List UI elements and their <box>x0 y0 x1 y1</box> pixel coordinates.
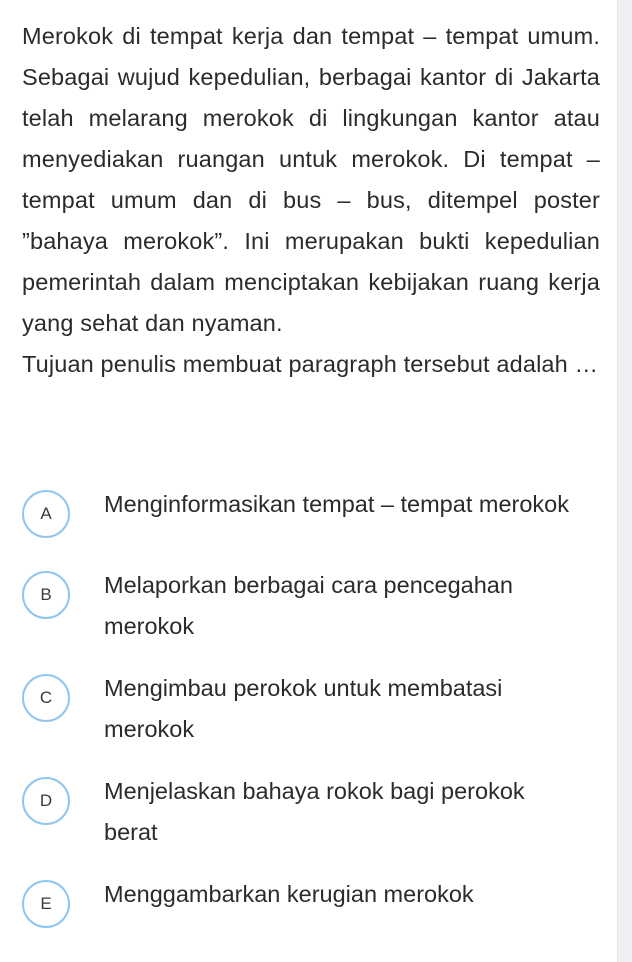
option-e[interactable] <box>22 874 612 934</box>
option-c-radio[interactable]: C <box>22 674 70 722</box>
option-b-text: Melaporkan berbagai cara pencegahan merokok <box>104 572 513 639</box>
option-e-text: Menggambarkan kerugian merokok <box>104 881 474 907</box>
scrollbar-track[interactable] <box>617 0 632 962</box>
option-e-radio[interactable]: E <box>22 880 70 928</box>
question-block <box>22 16 600 385</box>
option-b-radio[interactable]: B <box>22 571 70 619</box>
option-c-text: Mengimbau perokok untuk membatasi merokok <box>104 675 503 742</box>
option-a-radio[interactable]: A <box>22 490 70 538</box>
option-b[interactable] <box>22 565 612 647</box>
option-c[interactable] <box>22 668 612 750</box>
option-d[interactable] <box>22 771 612 853</box>
option-a[interactable] <box>22 484 612 544</box>
answer-options <box>22 484 612 934</box>
option-d-text: Menjelaskan bahaya rokok bagi perokok berat <box>104 778 525 845</box>
question-prompt: Tujuan penulis membuat paragraph tersebut adalah … <box>22 351 599 377</box>
question-paragraph: Merokok di tempat kerja dan tempat – tempat umum. Sebagai wujud kepedulian, berbagai kantor di Jakarta telah melarang merokok di lingkungan kantor atau menyediakan ruangan untuk merokok. Di tempat – tempat umum dan di bus – bus, ditempel poster ”bahaya merokok”. Ini merupakan bukti kepedulian pemerintah dalam menciptakan kebijakan ruang kerja yang sehat dan nyaman. <box>22 23 600 336</box>
option-a-text: Menginformasikan tempat – tempat merokok <box>104 491 569 517</box>
option-d-radio[interactable]: D <box>22 777 70 825</box>
